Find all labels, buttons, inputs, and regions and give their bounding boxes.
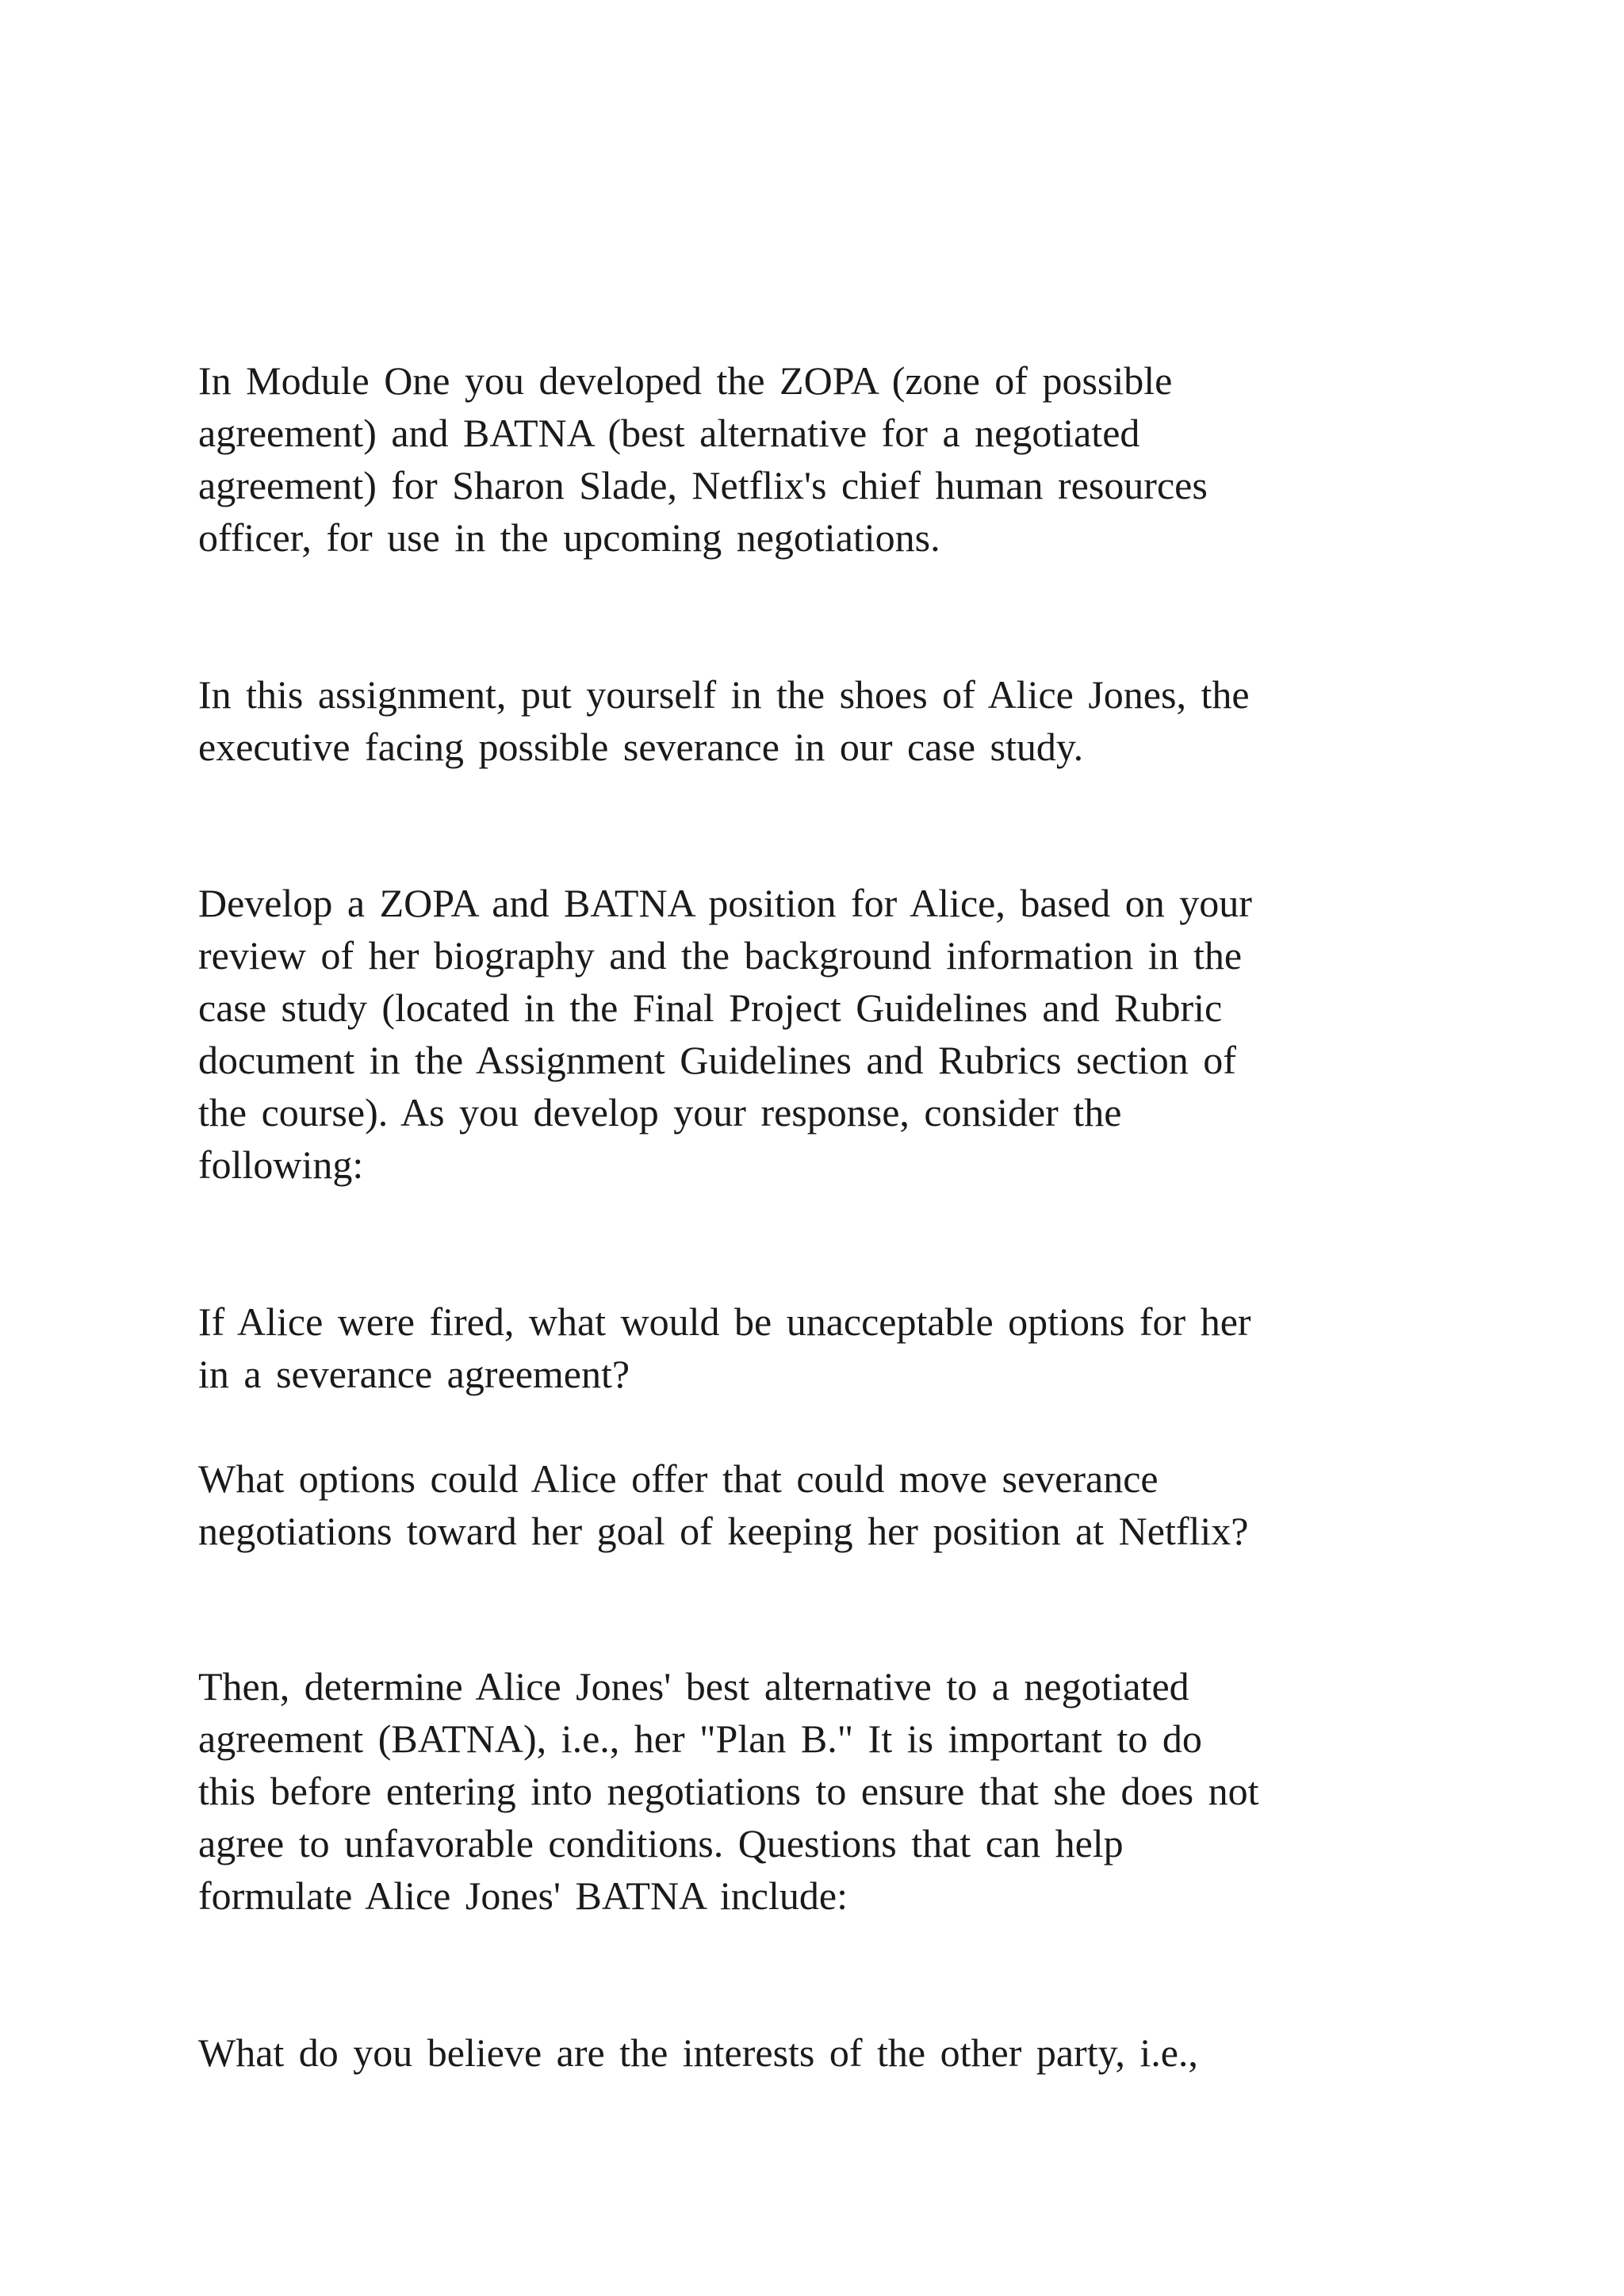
text-line: in a severance agreement? xyxy=(198,1352,630,1396)
text-line: agreement) for Sharon Slade, Netflix's chief human resources xyxy=(198,463,1208,507)
text-line: If Alice were fired, what would be unacceptable options for her xyxy=(198,1299,1251,1344)
text-line: officer, for use in the upcoming negotiations. xyxy=(198,515,940,560)
text-line: In this assignment, put yourself in the shoes of Alice Jones, the xyxy=(198,672,1250,717)
text-line: agreement (BATNA), i.e., her "Plan B." It is important to do xyxy=(198,1716,1202,1761)
text-line: Develop a ZOPA and BATNA position for Alice, based on your xyxy=(198,881,1252,925)
text-line: In Module One you developed the ZOPA (zone of possible xyxy=(198,358,1173,403)
text-line: case study (located in the Final Project Guidelines and Rubric xyxy=(198,985,1223,1030)
text-line: formulate Alice Jones' BATNA include: xyxy=(198,1873,848,1918)
text-line: review of her biography and the background information in the xyxy=(198,933,1243,978)
text-line: document in the Assignment Guidelines and Rubrics section of xyxy=(198,1038,1236,1082)
text-line: agreement) and BATNA (best alternative for a negotiated xyxy=(198,411,1140,455)
text-line: agree to unfavorable conditions. Questions that can help xyxy=(198,1821,1124,1866)
text-line: the course). As you develop your response, consider the xyxy=(198,1090,1122,1135)
text-line: executive facing possible severance in our case study. xyxy=(198,725,1084,769)
text-line: negotiations toward her goal of keeping her position at Netflix? xyxy=(198,1509,1249,1553)
text-line: Then, determine Alice Jones' best alternative to a negotiated xyxy=(198,1664,1189,1709)
text-line: What do you believe are the interests of the other party, i.e., xyxy=(198,2030,1198,2075)
text-line: following: xyxy=(198,1142,364,1187)
text-line: What options could Alice offer that could move severance xyxy=(198,1456,1159,1501)
text-line: this before entering into negotiations to ensure that she does not xyxy=(198,1769,1259,1813)
